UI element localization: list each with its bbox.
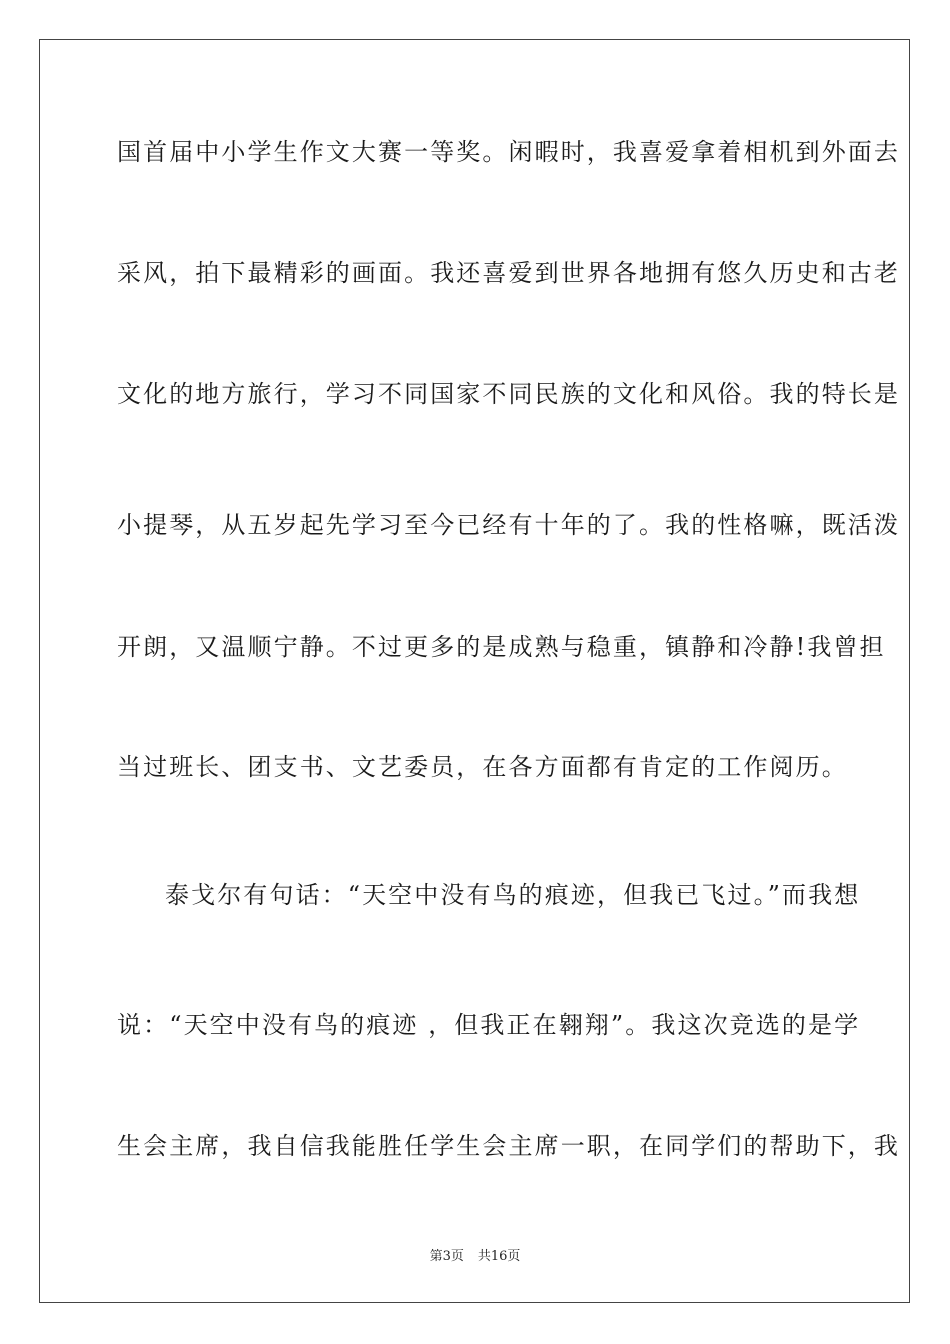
- body-text-line: 文化的地方旅行，学习不同国家不同民族的文化和风俗。我的特长是: [117, 380, 900, 408]
- page-number: 第3页: [429, 1249, 464, 1264]
- page-total: 共16页: [477, 1249, 521, 1264]
- body-text-line: 开朗，又温顺宁静。不过更多的是成熟与稳重，镇静和冷静!我曾担: [117, 633, 886, 661]
- body-text-line: 小提琴，从五岁起先学习至今已经有十年的了。我的性格嘛，既活泼: [117, 511, 900, 539]
- page-border: [39, 39, 910, 1303]
- body-text-line: 国首届中小学生作文大赛一等奖。闲暇时，我喜爱拿着相机到外面去: [117, 138, 900, 166]
- body-text-line: 生会主席，我自信我能胜任学生会主席一职，在同学们的帮助下，我: [117, 1132, 900, 1160]
- paragraph-first-line: 泰戈尔有句话：“天空中没有鸟的痕迹，但我已飞过。”而我想: [165, 881, 861, 909]
- body-text-line: 采风，拍下最精彩的画面。我还喜爱到世界各地拥有悠久历史和古老: [117, 259, 900, 287]
- page-footer: [0, 1248, 950, 1266]
- body-text-line: 当过班长、团支书、文艺委员，在各方面都有肯定的工作阅历。: [117, 753, 848, 781]
- body-text-line: 说：“天空中没有鸟的痕迹 ，但我正在翱翔”。我这次竞选的是学: [117, 1011, 861, 1039]
